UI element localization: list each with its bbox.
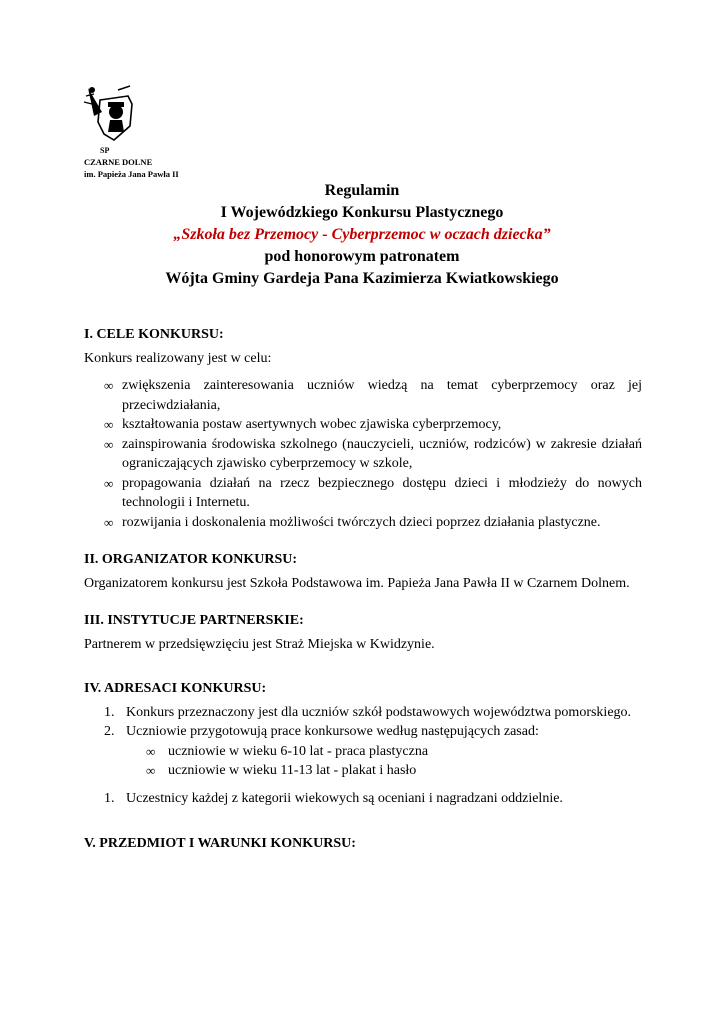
goals-intro: Konkurs realizowany jest w celu: — [84, 350, 272, 366]
title-line-regulamin: Regulamin — [324, 182, 400, 199]
infinity-bullet-icon: ∞ — [104, 475, 114, 491]
list-item: ∞ propagowania działań na rzecz bezpiecznego dostępu dzieci i młodzieży do nowych technologii i Internetu. — [104, 475, 642, 510]
infinity-bullet-icon: ∞ — [104, 417, 114, 432]
recipients-list — [84, 703, 642, 742]
school-name-line1: CZARNE DOLNE — [84, 157, 153, 167]
age-category-list — [84, 742, 642, 781]
infinity-bullet-icon: ∞ — [104, 378, 114, 393]
school-name — [84, 156, 179, 180]
section-heading-organizer: II. ORGANIZATOR KONKURSU: — [84, 552, 298, 567]
section-heading-goals: I. CELE KONKURSU: — [84, 327, 224, 342]
section-heading-recipients: IV. ADRESACI KONKURSU: — [84, 681, 267, 696]
partners-text: Partnerem w przedsięwzięciu jest Straż Miejska w Kwidzynie. — [84, 636, 435, 652]
infinity-bullet-icon: ∞ — [104, 436, 114, 452]
list-item: 2. Uczniowie przygotowują prace konkursowe według następujących zasad: — [84, 722, 642, 742]
document-title — [0, 180, 724, 290]
title-line-patron: Wójta Gminy Gardeja Pana Kazimierza Kwiatkowskiego — [165, 270, 559, 287]
title-line-contest: I Wojewódzkiego Konkursu Plastycznego — [220, 204, 504, 221]
list-item: ∞ kształtowania postaw asertywnych wobec zjawiska cyberprzemocy, — [84, 415, 642, 435]
school-logo — [80, 82, 140, 144]
section-heading-partners: III. INSTYTUCJE PARTNERSKIE: — [84, 613, 304, 628]
organizer-text: Organizatorem konkursu jest Szkoła Podstawowa im. Papieża Jana Pawła II w Czarnem Dolnem. — [84, 575, 630, 591]
infinity-bullet-icon: ∞ — [146, 743, 156, 759]
document-body — [84, 325, 642, 854]
list-item: ∞ zwiększenia zainteresowania uczniów wiedzą na temat cyberprzemocy oraz jej przeciwdziałania, — [104, 378, 642, 413]
list-item: ∞ zainspirowania środowiska szkolnego (nauczycieli, uczniów, rodziców) w zakresie działań ograniczających zjawisko cyberprzemocy w szkole, — [104, 436, 642, 471]
list-number: 2. — [104, 724, 115, 739]
list-item: ∞ uczniowie w wieku 11-13 lat - plakat i hasło — [84, 761, 642, 781]
list-item: 1. Konkurs przeznaczony jest dla uczniów szkół podstawowych województwa pomorskiego. — [84, 703, 642, 723]
list-item: ∞ rozwijania i doskonalenia możliwości twórczych dzieci poprzez działania plastyczne. — [84, 513, 642, 533]
infinity-bullet-icon: ∞ — [104, 514, 114, 530]
infinity-bullet-icon: ∞ — [146, 763, 156, 778]
goals-list — [84, 376, 642, 532]
logo-abbreviation: SP — [100, 146, 110, 155]
title-line-theme: „Szkoła bez Przemocy - Cyberprzemoc w oczach dziecka” — [173, 226, 551, 243]
list-number: 1. — [104, 704, 115, 720]
list-item: 1. Uczestnicy każdej z kategorii wiekowych są oceniani i nagradzani oddzielnie. — [84, 789, 642, 809]
recipients-list-continued — [84, 789, 642, 809]
school-name-line2: im. Papieża Jana Pawła II — [84, 169, 179, 179]
list-item: ∞ uczniowie w wieku 6-10 lat - praca plastyczna — [84, 742, 642, 762]
section-heading-subject: V. PRZEDMIOT I WARUNKI KONKURSU: — [84, 836, 356, 851]
title-line-patronage: pod honorowym patronatem — [264, 248, 460, 265]
list-number: 1. — [104, 790, 115, 806]
